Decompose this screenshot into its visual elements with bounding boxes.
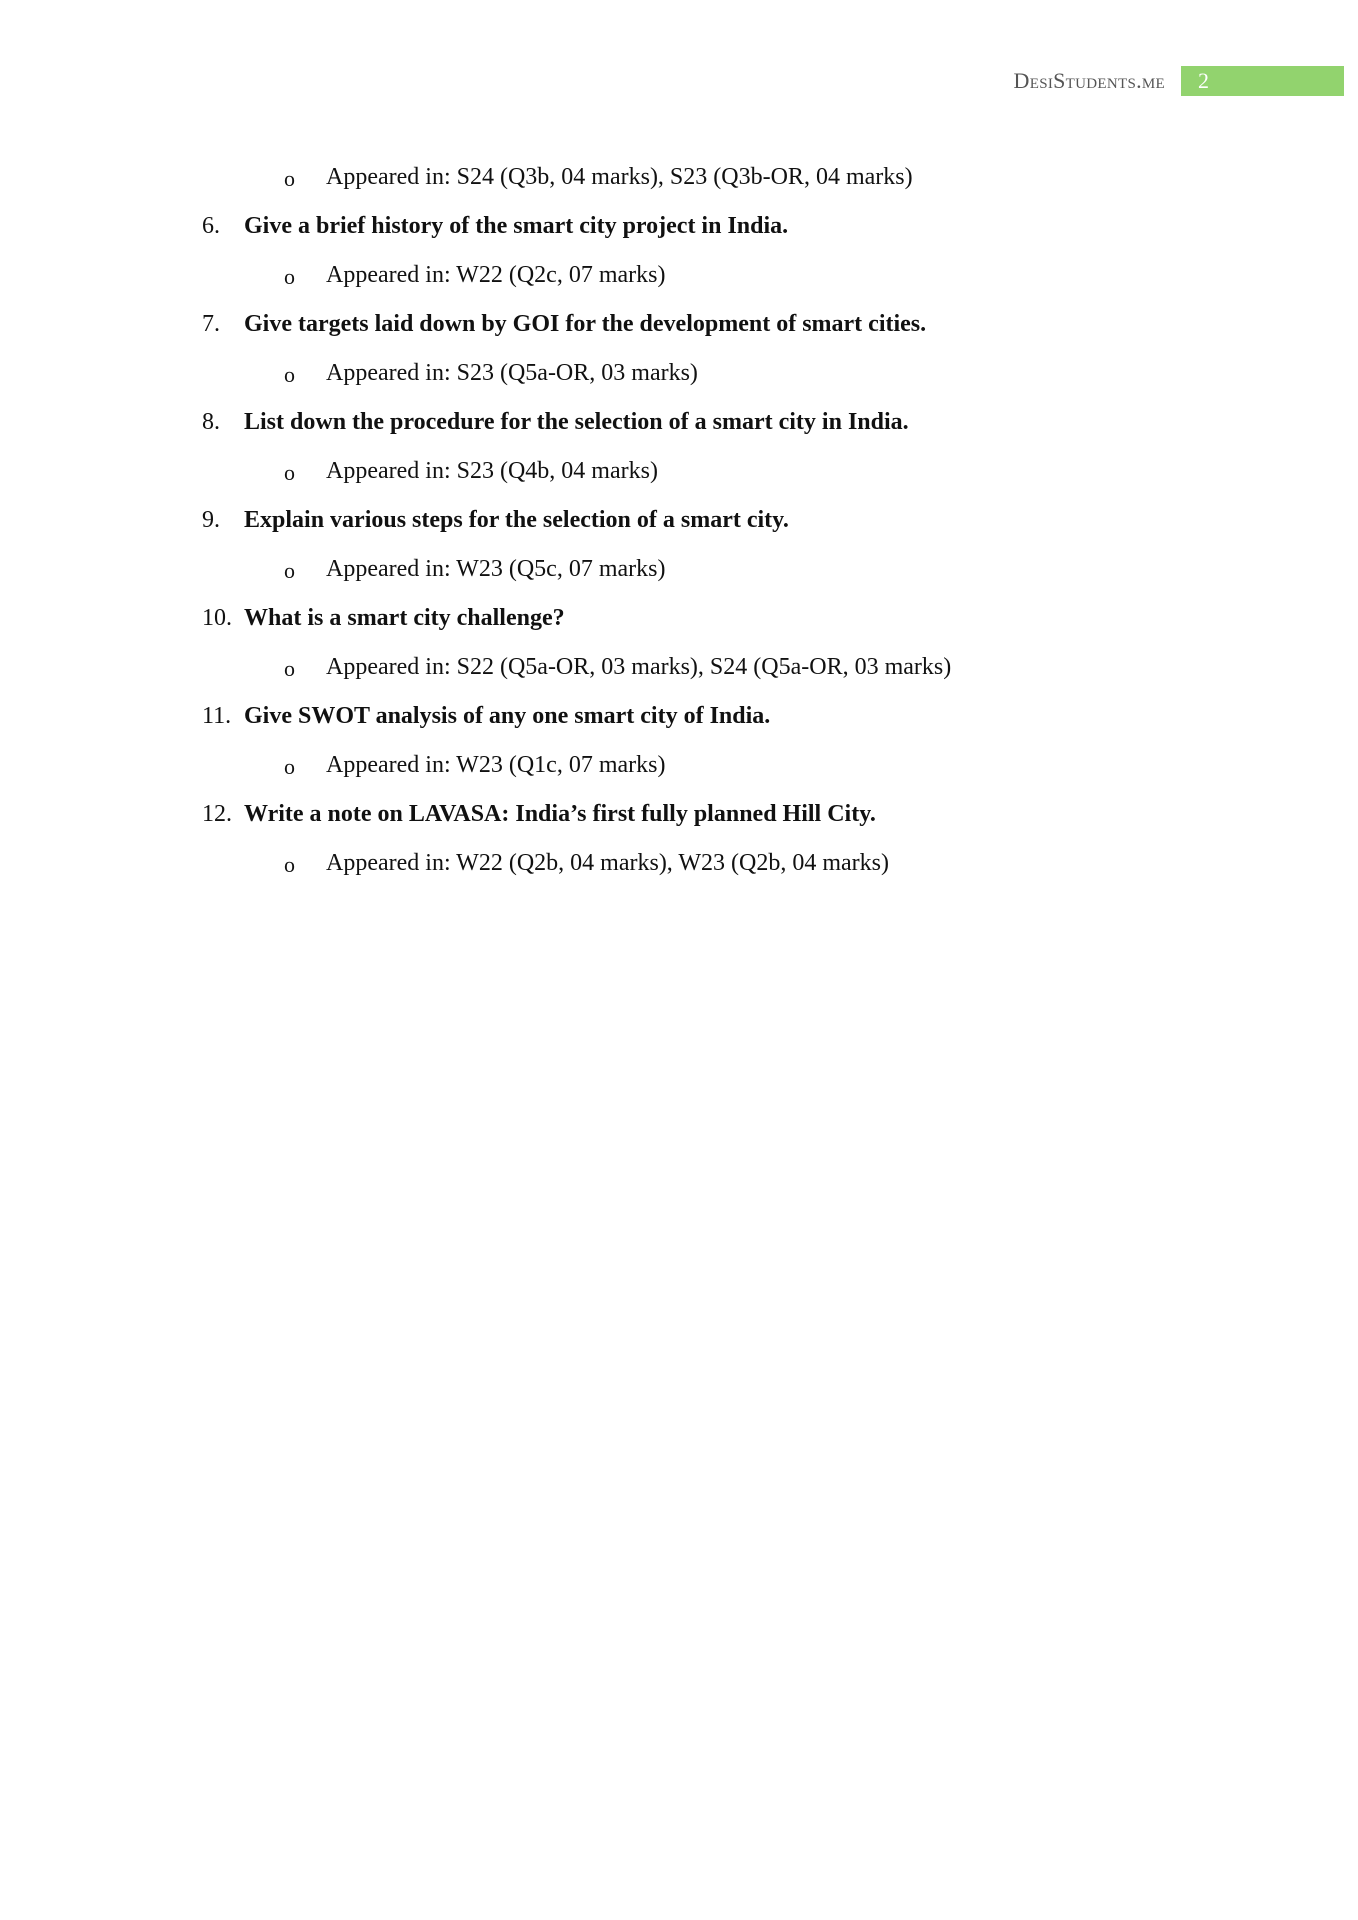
question-text: Give targets laid down by GOI for the development of smart cities. bbox=[244, 311, 927, 337]
bullet-icon: o bbox=[284, 656, 295, 681]
question-number: 7. bbox=[202, 311, 220, 337]
appeared-in-text: Appeared in: S23 (Q5a-OR, 03 marks) bbox=[326, 360, 698, 386]
list-item-sub bbox=[0, 258, 1358, 307]
question-text: Give SWOT analysis of any one smart city of India. bbox=[244, 703, 771, 729]
list-item-sub bbox=[0, 846, 1358, 895]
question-number: 6. bbox=[202, 213, 220, 239]
page-header bbox=[1014, 66, 1358, 96]
list-item-question bbox=[0, 601, 1358, 650]
question-list bbox=[0, 160, 1358, 895]
appeared-in-text: Appeared in: S24 (Q3b, 04 marks), S23 (Q3b-OR, 04 marks) bbox=[326, 164, 913, 190]
list-item-question bbox=[0, 405, 1358, 454]
question-number: 9. bbox=[202, 507, 220, 533]
list-item-question bbox=[0, 209, 1358, 258]
question-number: 10. bbox=[202, 605, 232, 631]
list-item-sub bbox=[0, 552, 1358, 601]
question-text: Explain various steps for the selection of a smart city. bbox=[244, 507, 789, 533]
question-number: 8. bbox=[202, 409, 220, 435]
list-item-sub bbox=[0, 748, 1358, 797]
appeared-in-text: Appeared in: W23 (Q1c, 07 marks) bbox=[326, 752, 666, 778]
appeared-in-text: Appeared in: W22 (Q2c, 07 marks) bbox=[326, 262, 666, 288]
list-item-sub bbox=[0, 356, 1358, 405]
list-item-question bbox=[0, 699, 1358, 748]
bullet-icon: o bbox=[284, 558, 295, 583]
question-text: List down the procedure for the selection of a smart city in India. bbox=[244, 409, 909, 435]
list-item-question bbox=[0, 503, 1358, 552]
bullet-icon: o bbox=[284, 362, 295, 387]
list-item-sub bbox=[0, 650, 1358, 699]
bullet-icon: o bbox=[284, 754, 295, 779]
bullet-icon: o bbox=[284, 264, 295, 289]
appeared-in-text: Appeared in: W22 (Q2b, 04 marks), W23 (Q2b, 04 marks) bbox=[326, 850, 889, 876]
question-number: 12. bbox=[202, 801, 232, 827]
bullet-icon: o bbox=[284, 166, 295, 191]
appeared-in-text: Appeared in: S23 (Q4b, 04 marks) bbox=[326, 458, 658, 484]
appeared-in-text: Appeared in: W23 (Q5c, 07 marks) bbox=[326, 556, 666, 582]
question-number: 11. bbox=[202, 703, 232, 729]
bullet-icon: o bbox=[284, 852, 295, 877]
question-text: Write a note on LAVASA: India’s first fully planned Hill City. bbox=[244, 801, 876, 827]
appeared-in-text: Appeared in: S22 (Q5a-OR, 03 marks), S24 (Q5a-OR, 03 marks) bbox=[326, 654, 952, 680]
bullet-icon: o bbox=[284, 460, 295, 485]
site-name: DesiStudents.me bbox=[1013, 68, 1165, 93]
question-text: What is a smart city challenge? bbox=[244, 605, 565, 631]
list-item-question bbox=[0, 307, 1358, 356]
page-number: 2 bbox=[1181, 66, 1344, 96]
question-text: Give a brief history of the smart city project in India. bbox=[244, 213, 789, 239]
list-item-sub bbox=[0, 160, 1358, 209]
list-item-sub bbox=[0, 454, 1358, 503]
list-item-question bbox=[0, 797, 1358, 846]
